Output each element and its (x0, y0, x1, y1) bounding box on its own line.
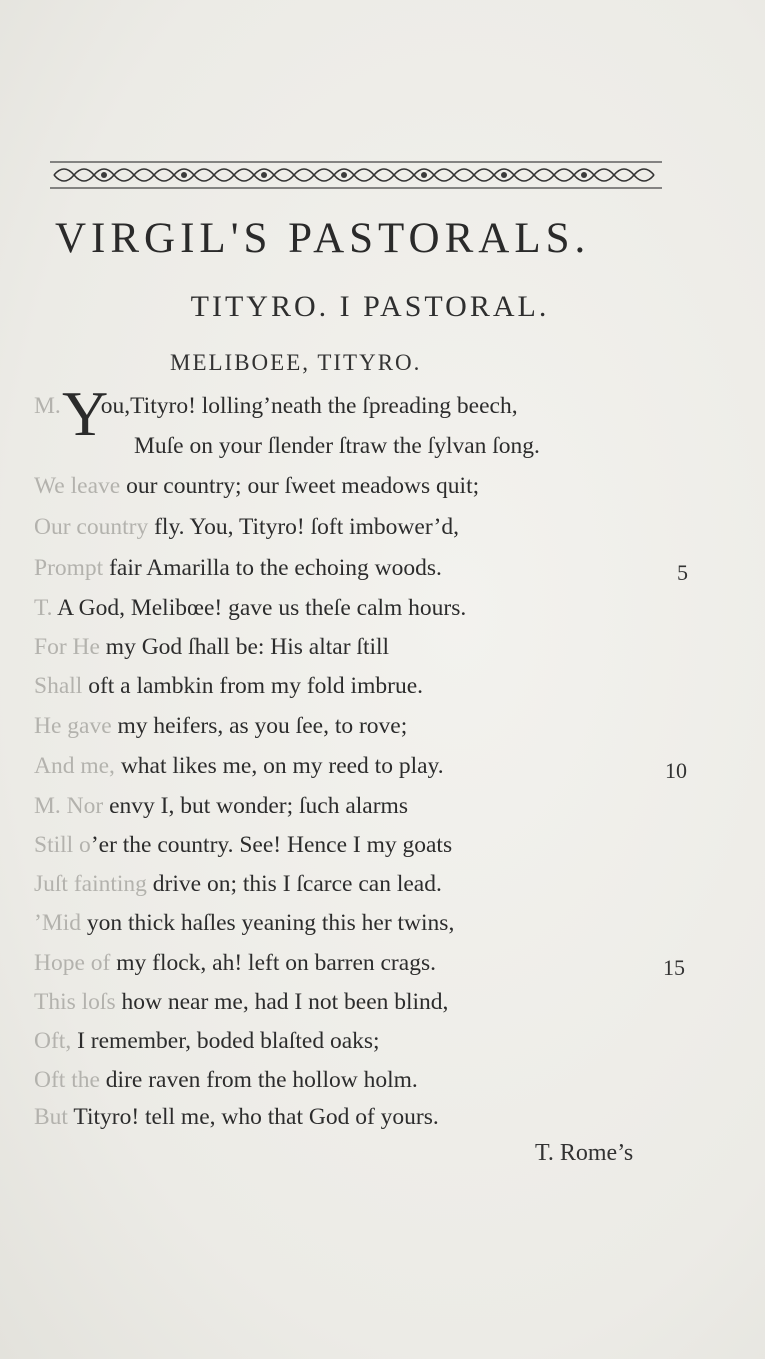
verse-line: Muſe on your ſlender ſtraw the ſylvan ſong. (134, 433, 540, 459)
verse-line: And me, what likes me, on my reed to play. (34, 753, 444, 779)
verse-line: We leave our country; our ſweet meadows quit; (34, 473, 480, 499)
verse-line: Our country fly. You, Tityro! ſoft imbower’d, (34, 514, 459, 540)
verse-line: Hope of my flock, ah! left on barren crags. (34, 950, 436, 976)
verse-line: M. ou,Tityro! lolling’neath the ſpreading beech, (34, 393, 518, 419)
verse-line: But Tityro! tell me, who that God of yours. (34, 1104, 439, 1130)
line-number: 5 (677, 560, 688, 585)
verse-line: Prompt fair Amarilla to the echoing woods. (34, 555, 442, 581)
verse-line: He gave my heifers, as you ſee, to rove; (34, 713, 408, 739)
verse-line: ’Mid yon thick haſles yeaning this her twins, (34, 910, 455, 936)
verse-line: T. A God, Melibœe! gave us theſe calm hours. (34, 595, 467, 621)
line-number: 10 (665, 758, 687, 783)
verse-line: M. Nor envy I, but wonder; ſuch alarms (34, 793, 408, 819)
drop-cap: Y (62, 378, 109, 449)
verse-line: Oft, I remember, boded blaſted oaks; (34, 1028, 380, 1054)
page-title: VIRGIL'S PASTORALS. (55, 215, 591, 262)
line-number: 15 (663, 955, 685, 980)
verse-line: Juſt fainting drive on; this I ſcarce can lead. (34, 871, 442, 897)
verse-line: This loſs how near me, had I not been blind, (34, 989, 449, 1015)
speakers-heading: MELIBOEE, TITYRO. (170, 350, 422, 375)
verse-line: Still o’er the country. See! Hence I my goats (34, 832, 453, 858)
catchword: T. Rome’s (535, 1140, 634, 1166)
verse-line: Shall oft a lambkin from my fold imbrue. (34, 673, 423, 699)
verse-line: Oft the dire raven from the hollow holm. (34, 1067, 418, 1093)
verse-line: For He my God ſhall be: His altar ſtill (34, 634, 390, 660)
poem-subtitle: TITYRO. I PASTORAL. (190, 290, 550, 323)
